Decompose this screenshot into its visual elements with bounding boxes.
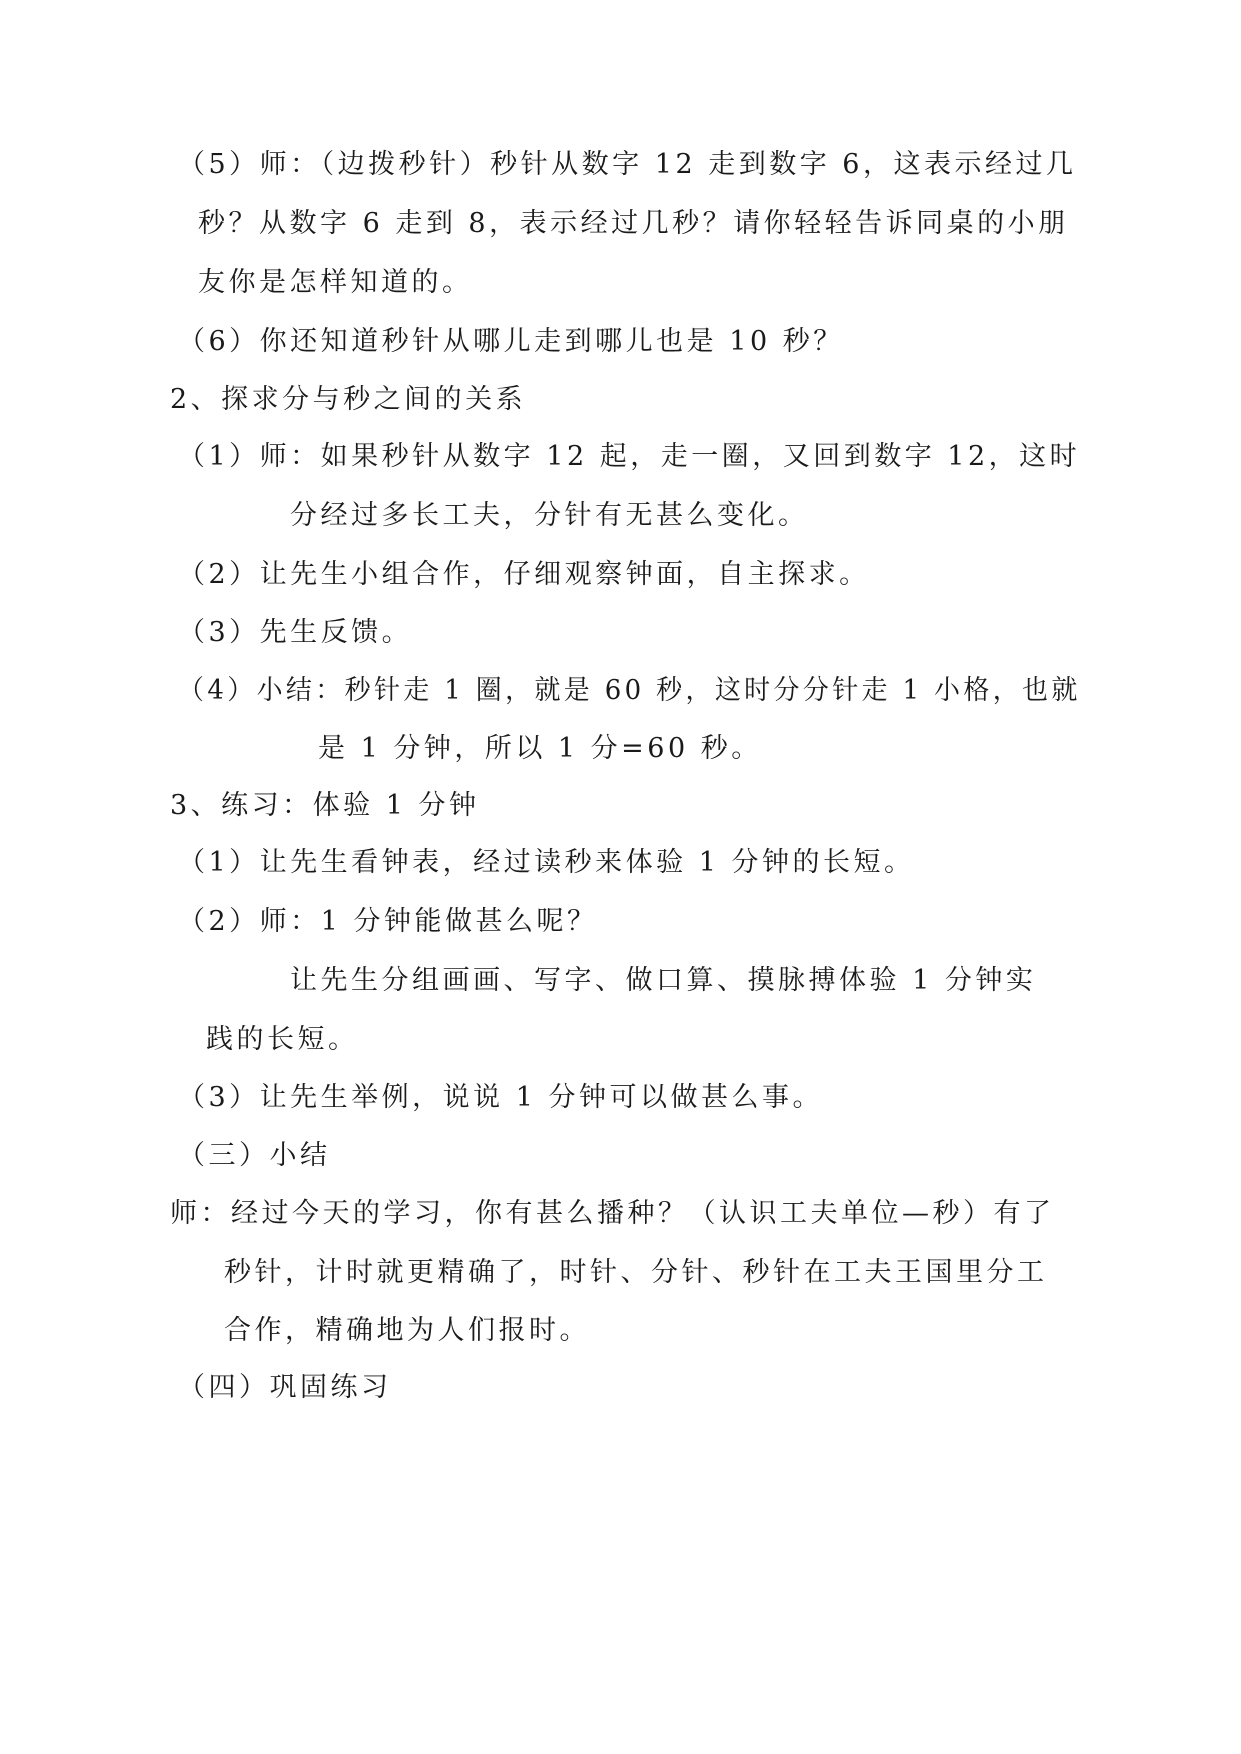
- section-heading: 3、练习：体验 1 分钟: [170, 790, 480, 821]
- text-line: 合作，精确地为人们报时。: [224, 1315, 590, 1346]
- text-line: 秒？从数字 6 走到 8，表示经过几秒？请你轻轻告诉同桌的小朋: [198, 208, 1069, 239]
- text-line: （3）先生反馈。: [178, 617, 413, 648]
- section-heading: （四）巩固练习: [178, 1372, 392, 1403]
- text-line: 让先生分组画画、写字、做口算、摸脉搏体验 1 分钟实: [290, 965, 1037, 996]
- text-line: 分经过多长工夫，分针有无甚么变化。: [290, 500, 809, 531]
- text-line: （2）让先生小组合作，仔细观察钟面，自主探求。: [178, 559, 870, 590]
- text-line: （1）师：如果秒针从数字 12 起，走一圈，又回到数字 12，这时: [178, 441, 1081, 472]
- text-line: （5）师：（边拨秒针）秒针从数字 12 走到数字 6，这表示经过几: [178, 149, 1077, 180]
- text-line: （4）小结：秒针走 1 圈，就是 60 秒，这时分分针走 1 小格，也就: [178, 675, 1081, 706]
- section-heading: （三）小结: [178, 1140, 331, 1171]
- section-heading: 2、探求分与秒之间的关系: [170, 384, 527, 415]
- text-line: 友你是怎样知道的。: [198, 267, 473, 298]
- text-line: （2）师：1 分钟能做甚么呢？: [178, 906, 598, 937]
- text-line: （6）你还知道秒针从哪儿走到哪儿也是 10 秒？: [178, 326, 844, 357]
- text-line: 秒针，计时就更精确了，时针、分针、秒针在工夫王国里分工: [224, 1257, 1048, 1288]
- text-line: 践的长短。: [206, 1024, 359, 1055]
- text-line: （3）让先生举例，说说 1 分钟可以做甚么事。: [178, 1082, 824, 1113]
- text-line: 师：经过今天的学习，你有甚么播种？（认识工夫单位—秒）有了: [170, 1198, 1055, 1229]
- text-line: 是 1 分钟，所以 1 分=60 秒。: [318, 733, 762, 764]
- text-line: （1）让先生看钟表，经过读秒来体验 1 分钟的长短。: [178, 847, 915, 878]
